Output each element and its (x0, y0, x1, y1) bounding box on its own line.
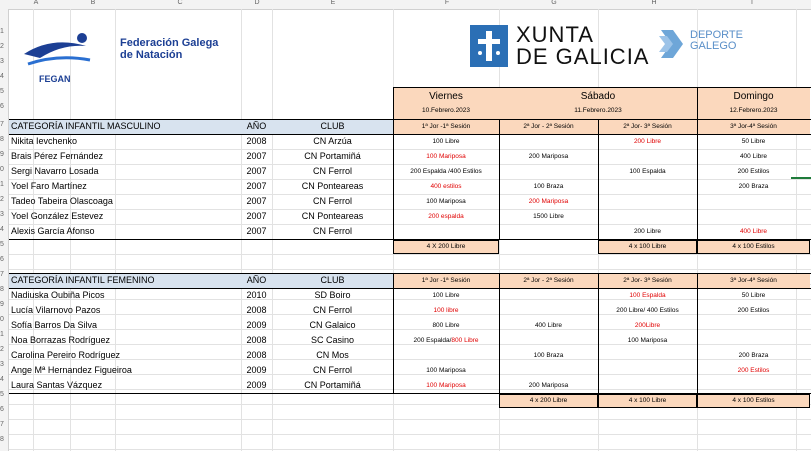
event-cell[interactable]: 400 Libre (739, 153, 768, 160)
event-cell[interactable]: 200 Estilos (737, 307, 770, 314)
event-cell[interactable] (499, 288, 598, 303)
col-d[interactable]: D (254, 0, 260, 6)
swimmer-name[interactable]: Carolina Pereiro Rodríguez (11, 350, 121, 360)
deporte-line1: DEPORTE (690, 29, 743, 41)
event-cell[interactable] (598, 194, 697, 209)
row-number[interactable]: 4 (0, 226, 4, 233)
swimmer-name[interactable]: Yoel Faro Martínez (11, 181, 87, 191)
swimmer-club[interactable]: SD Boiro (314, 290, 351, 300)
col-a[interactable]: A (33, 0, 39, 6)
row-number[interactable]: 6 (0, 103, 4, 110)
female-border-top (9, 273, 811, 274)
fegan-abbr: FEGAN (39, 74, 71, 84)
gridline (9, 419, 811, 420)
xunta-line1: XUNTA (516, 22, 594, 47)
event-cell[interactable]: 100 Espalda (629, 168, 666, 175)
swimmer-name[interactable]: Brais Pérez Fernández (11, 151, 104, 161)
event-cell[interactable] (697, 318, 810, 333)
selection-indicator (791, 177, 811, 179)
event-cell[interactable]: 100 libre (433, 307, 459, 314)
event-cell[interactable]: 100 Mariposa (627, 337, 668, 344)
row-number[interactable]: 7 (0, 271, 4, 278)
event-cell[interactable]: 100 Libre (432, 138, 460, 145)
session-header: 3ª Jor-4ª Sesión (730, 277, 777, 284)
swimmer-club[interactable]: CN Ponteareas (301, 211, 364, 221)
col-g[interactable]: G (551, 0, 557, 6)
gridline (9, 449, 811, 450)
event-cell[interactable]: 200 espalda (428, 213, 464, 220)
session-header: 1ª Jor -1ª Sesión (421, 277, 471, 284)
row-number[interactable]: 5 (0, 88, 4, 95)
row-number[interactable]: 8 (0, 136, 4, 143)
relay-event[interactable]: 4 x 100 Libre (628, 243, 667, 250)
male-border-col (393, 119, 394, 239)
event-cell[interactable] (697, 333, 810, 348)
deporte-galego-icon (657, 28, 685, 60)
swimmer-name[interactable]: Sofía Barros Da Silva (11, 320, 98, 330)
row-number[interactable]: 6 (0, 406, 4, 413)
male-year-header: AÑO (246, 121, 267, 131)
event-cell[interactable] (598, 348, 697, 363)
event-cell[interactable] (697, 194, 810, 209)
swimmer-club[interactable]: CN Portamiñá (304, 380, 361, 390)
fegan-swimmer-icon (22, 24, 94, 76)
event-cell[interactable]: 200 Mariposa (528, 382, 569, 389)
session-header: 3ª Jor-4ª Sesión (730, 123, 777, 130)
fegan-name-line2: de Natación (120, 49, 183, 61)
event-cell[interactable]: 100 Mariposa (426, 153, 466, 160)
row-number[interactable]: 3 (0, 361, 4, 368)
col-e[interactable]: E (330, 0, 336, 6)
event-cell[interactable]: 200 Libre (633, 138, 662, 145)
day-viernes: Viernes (429, 91, 463, 102)
event-cell[interactable] (598, 179, 697, 194)
event-cell[interactable] (499, 164, 598, 179)
fegan-name-line1: Federación Galega (120, 37, 219, 49)
event-cell[interactable]: 200Libre (634, 322, 661, 329)
swimmer-year[interactable]: 2007 (246, 211, 267, 221)
date-viernes: 10.Febrero.2023 (421, 107, 471, 114)
row-number[interactable]: 4 (0, 376, 4, 383)
event-cell[interactable]: 50 Libre (741, 138, 766, 145)
male-border-top (9, 119, 811, 120)
row-header-bar (0, 9, 9, 451)
event-cell[interactable] (598, 149, 697, 164)
session-header: 1ª Jor -1ª Sesión (421, 123, 471, 130)
event-cell[interactable] (393, 333, 499, 348)
swimmer-year[interactable]: 2007 (246, 151, 267, 161)
swimmer-name[interactable]: Alexis García Afonso (11, 226, 95, 236)
swimmer-year[interactable]: 2010 (246, 290, 267, 300)
female-club-header: CLUB (320, 275, 345, 285)
row-number[interactable]: 3 (0, 211, 4, 218)
row-number[interactable]: 2 (0, 346, 4, 353)
event-cell[interactable] (499, 333, 598, 348)
event-cell[interactable] (697, 378, 810, 393)
swimmer-year[interactable]: 2007 (246, 196, 267, 206)
row-number[interactable]: 6 (0, 256, 4, 263)
swimmer-year[interactable]: 2009 (246, 320, 267, 330)
event-cell[interactable]: 200 Libre/ 400 Estilos (616, 307, 679, 314)
swimmer-club[interactable]: CN Ferrol (312, 365, 352, 375)
swimmer-year[interactable]: 2008 (246, 136, 267, 146)
event-cell[interactable]: 100 Mariposa (426, 198, 466, 205)
swimmer-year[interactable]: 2009 (246, 365, 267, 375)
swimmer-club[interactable]: SC Casino (310, 335, 355, 345)
male-border-col (499, 119, 500, 239)
row-number[interactable]: 4 (0, 73, 4, 80)
row-number[interactable]: 8 (0, 286, 4, 293)
date-sabado: 11.Febrero.2023 (574, 107, 622, 114)
event-cell[interactable]: 200 Espalda /400 Estilos (410, 168, 482, 175)
row-number[interactable]: 9 (0, 301, 4, 308)
row-number[interactable]: 9 (0, 151, 4, 158)
swimmer-year[interactable]: 2008 (246, 350, 267, 360)
col-i[interactable]: I (751, 0, 753, 6)
event-cell[interactable]: 200 Mariposa (528, 153, 569, 160)
male-border-header (9, 134, 811, 135)
swimmer-club[interactable]: CN Arzúa (313, 136, 352, 146)
session-header: 2ª Jor - 2ª Sesión (523, 123, 574, 130)
event-cell[interactable]: 100 Braza (533, 352, 564, 359)
relay-event[interactable]: 4 x 100 Libre (628, 397, 667, 404)
event-part: 200 Espalda/ (413, 337, 452, 344)
event-cell[interactable]: 100 Mariposa (426, 382, 466, 389)
row-number[interactable]: 1 (0, 28, 4, 35)
female-border-col (598, 273, 599, 393)
session-header: 2ª Jor- 3ª Sesión (623, 277, 672, 284)
swimmer-year[interactable]: 2007 (246, 226, 267, 236)
gridline (9, 254, 811, 255)
xunta-shield-icon (470, 25, 508, 67)
swimmer-name[interactable]: Lucía Vilarnovo Pazos (11, 305, 101, 315)
days-border-col (697, 87, 698, 119)
row-number[interactable]: 5 (0, 241, 4, 248)
event-cell[interactable] (499, 363, 598, 378)
col-b[interactable]: B (90, 0, 96, 6)
row-number[interactable]: 0 (0, 316, 4, 323)
relay-event[interactable]: 4 X 200 Libre (426, 243, 466, 250)
row-number[interactable]: 7 (0, 421, 4, 428)
female-border-col (393, 273, 394, 393)
swimmer-club[interactable]: CN Ferrol (312, 226, 352, 236)
event-cell[interactable]: 100 Mariposa (426, 367, 466, 374)
session-header: 2ª Jor - 2ª Sesión (523, 277, 574, 284)
event-cell[interactable]: 1500 Libre (533, 213, 564, 220)
row-number[interactable]: 7 (0, 121, 4, 128)
swimmer-club[interactable]: CN Ponteareas (301, 181, 364, 191)
swimmer-club[interactable]: CN Ferrol (312, 196, 352, 206)
swimmer-year[interactable]: 2007 (246, 166, 267, 176)
event-cell[interactable] (598, 378, 697, 393)
female-border-header (9, 288, 811, 289)
female-category-title: CATEGORÍA INFANTIL FEMENINO (11, 275, 155, 285)
column-header-bar (0, 0, 811, 10)
relay-event[interactable]: 4 x 100 Estilos (732, 397, 775, 404)
male-border-col (598, 119, 599, 239)
swimmer-name[interactable]: Tadeo Tabeira Olascoaga (11, 196, 113, 206)
event-cell[interactable]: 200 Braza (738, 352, 769, 359)
female-border-col (697, 273, 698, 393)
swimmer-name[interactable]: Ange Mª Hernandez Figueiroa (11, 365, 132, 375)
event-cell[interactable]: 400 estilos (430, 183, 462, 190)
col-f[interactable]: F (444, 0, 450, 6)
col-c[interactable]: C (177, 0, 183, 6)
male-club-header: CLUB (320, 121, 345, 131)
relay-event[interactable]: 4 x 100 Estilos (732, 243, 775, 250)
date-domingo: 12.Febrero.2023 (729, 107, 778, 114)
event-cell[interactable]: 50 Libre (741, 292, 766, 299)
swimmer-club[interactable]: CN Ferrol (312, 166, 352, 176)
male-border-col (697, 119, 698, 239)
gridline (9, 434, 811, 435)
swimmer-club[interactable]: CN Galaico (309, 320, 356, 330)
row-number[interactable]: 1 (0, 331, 4, 338)
row-number[interactable]: 2 (0, 196, 4, 203)
row-number[interactable]: 3 (0, 58, 4, 65)
event-cell[interactable]: 200 Mariposa (528, 198, 569, 205)
event-cell[interactable]: 100 Espalda (629, 292, 666, 299)
swimmer-name[interactable]: Yoel González Estevez (11, 211, 104, 221)
relay-event[interactable]: 4 x 200 Libre (529, 397, 568, 404)
male-category-title: CATEGORÍA INFANTIL MASCULINO (11, 121, 161, 131)
swimmer-name[interactable]: Noa Borrazas Rodríguez (11, 335, 111, 345)
row-number[interactable]: 5 (0, 391, 4, 398)
row-number[interactable]: 0 (0, 166, 4, 173)
event-part: 800 Libre (451, 337, 479, 344)
day-domingo: Domingo (733, 91, 774, 102)
event-cell[interactable] (499, 134, 598, 149)
day-sabado: Sábado (580, 91, 616, 102)
event-cell[interactable]: 800 Libre (432, 322, 460, 329)
swimmer-name[interactable]: Nikita Ievchenko (11, 136, 78, 146)
event-cell[interactable] (499, 303, 598, 318)
event-cell[interactable]: 400 Libre (534, 322, 563, 329)
event-cell[interactable]: 400 Libre (739, 228, 768, 235)
swimmer-name[interactable]: Nadiuska Oubiña Picos (11, 290, 105, 300)
swimmer-club[interactable]: CN Ferrol (312, 305, 352, 315)
event-cell[interactable]: 100 Libre (432, 292, 460, 299)
event-cell[interactable] (598, 209, 697, 224)
event-cell[interactable] (499, 224, 598, 239)
event-cell[interactable]: 100 Braza (533, 183, 564, 190)
female-border-col (499, 273, 500, 393)
swimmer-club[interactable]: CN Portamiñá (304, 151, 361, 161)
gridline (9, 269, 811, 270)
swimmer-name[interactable]: Sergi Navarro Losada (11, 166, 99, 176)
deporte-line2: GALEGO (690, 40, 737, 52)
swimmer-club[interactable]: CN Mos (316, 350, 349, 360)
days-border-top (393, 87, 811, 88)
row-number[interactable]: 8 (0, 436, 4, 443)
xunta-line2: DE GALICIA (516, 44, 650, 69)
event-cell[interactable] (598, 363, 697, 378)
swimmer-name[interactable]: Laura Santas Vázquez (11, 380, 103, 390)
event-cell[interactable] (393, 348, 499, 363)
swimmer-year[interactable]: 2007 (246, 181, 267, 191)
event-cell[interactable] (697, 209, 810, 224)
swimmer-year[interactable]: 2009 (246, 380, 267, 390)
event-cell[interactable]: 200 Estilos (737, 168, 770, 175)
event-cell[interactable]: 200 Braza (738, 183, 769, 190)
swimmer-year[interactable]: 2008 (246, 335, 267, 345)
col-h[interactable]: H (651, 0, 657, 6)
event-cell[interactable] (393, 224, 499, 239)
row-number[interactable]: 2 (0, 43, 4, 50)
row-number[interactable]: 1 (0, 181, 4, 188)
event-cell[interactable]: 200 Libre (633, 228, 662, 235)
session-header: 2ª Jor- 3ª Sesión (623, 123, 672, 130)
event-cell[interactable]: 200 Estilos (737, 367, 770, 374)
days-border-col (393, 87, 394, 119)
female-year-header: AÑO (246, 275, 267, 285)
swimmer-year[interactable]: 2008 (246, 305, 267, 315)
